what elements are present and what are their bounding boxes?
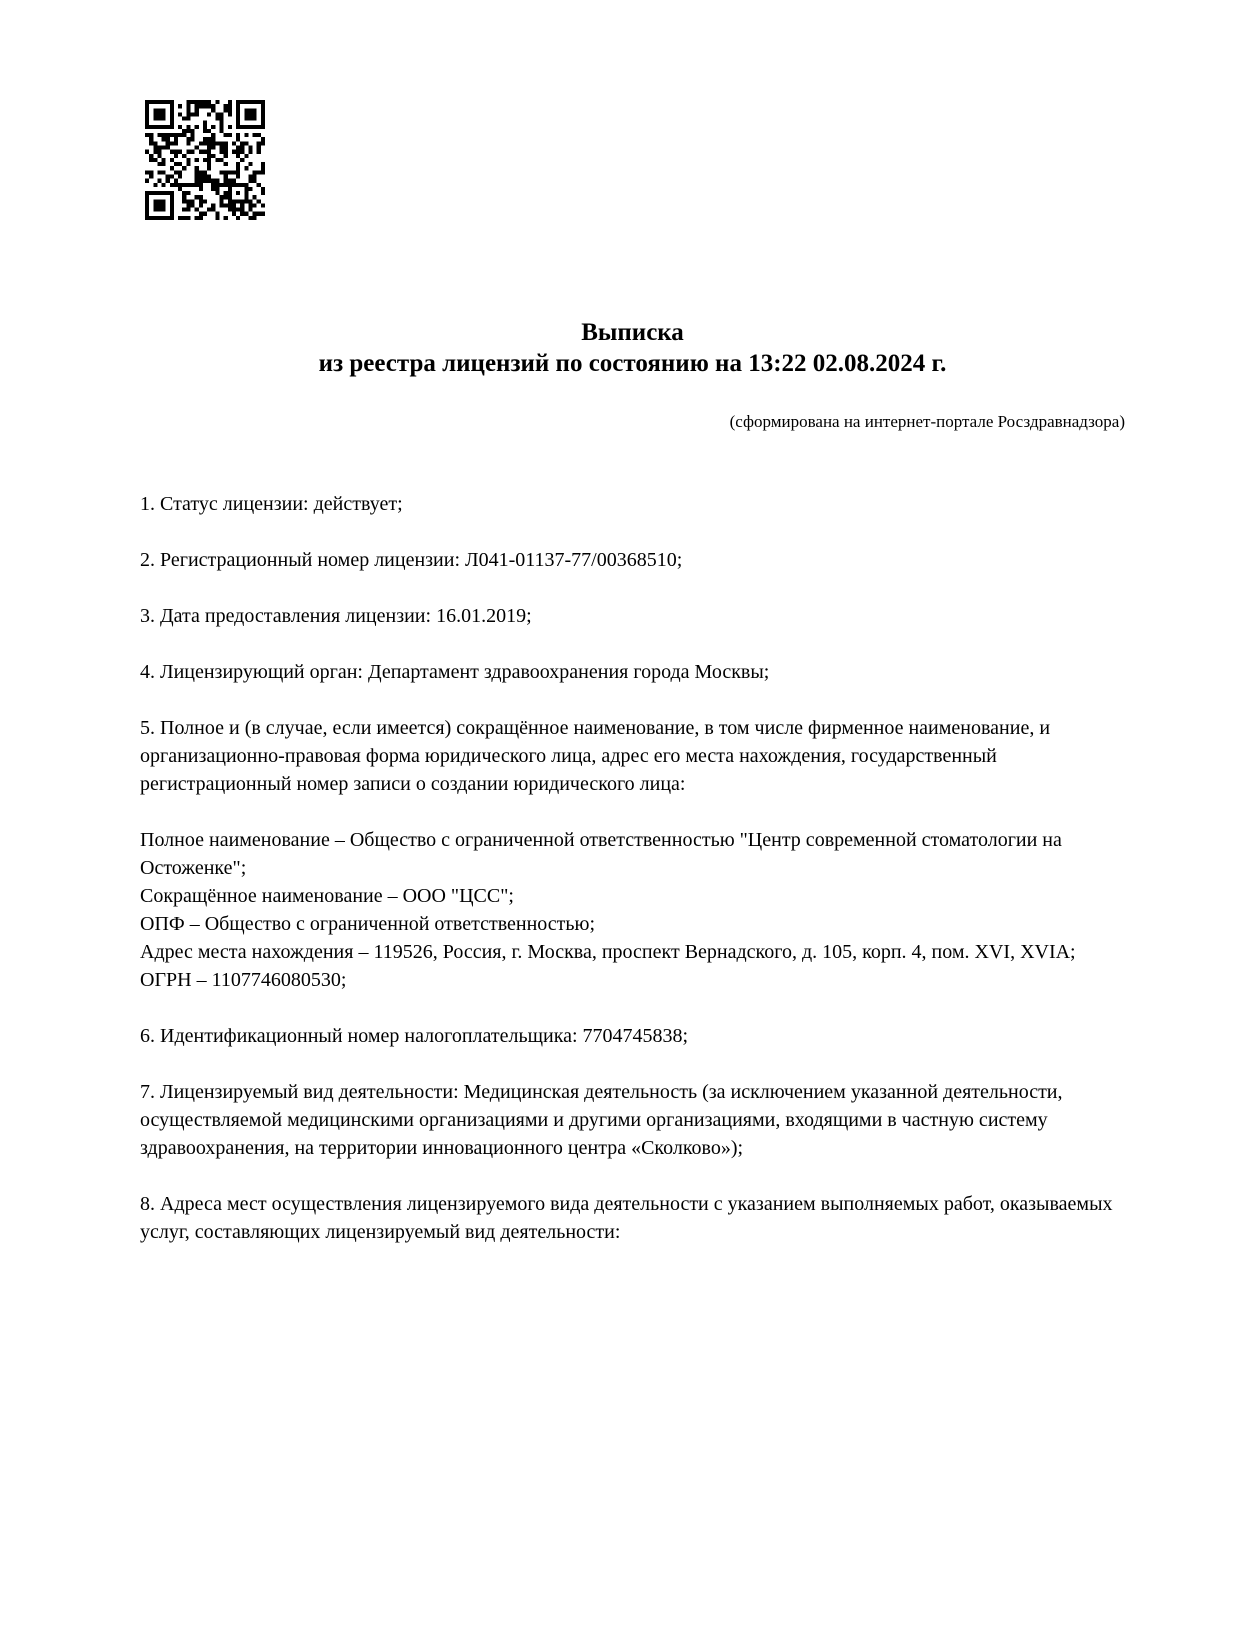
paragraph-line: Полное наименование – Общество с ограниченной ответственностью "Центр современной стоматологии на Остоженке"; <box>140 829 1062 879</box>
document-body <box>140 490 1125 1274</box>
paragraph-line: 7. Лицензируемый вид деятельности: Медицинская деятельность (за исключением указанной деятельности, осуществляемой медицинскими организациями и другими организациями, входящими в частную систему здравоохранения, на территории инновационного центра «Сколково»); <box>140 1081 1063 1159</box>
paragraph <box>140 1078 1125 1162</box>
paragraph-line: 3. Дата предоставления лицензии: 16.01.2019; <box>140 605 532 627</box>
paragraph-line: Сокращённое наименование – ООО "ЦСС"; <box>140 885 514 907</box>
qr-code-svg <box>145 100 265 220</box>
paragraph <box>140 546 1125 574</box>
document-title-line2: из реестра лицензий по состоянию на 13:22 02.08.2024 г. <box>318 350 947 377</box>
paragraph-line: 4. Лицензирующий орган: Департамент здравоохранения города Москвы; <box>140 661 770 683</box>
qr-code-icon <box>145 100 265 220</box>
paragraph <box>140 490 1125 518</box>
paragraph-line: 1. Статус лицензии: действует; <box>140 493 403 515</box>
paragraph-line: 2. Регистрационный номер лицензии: Л041-01137-77/00368510; <box>140 549 683 571</box>
document-title-line1: Выписка <box>581 319 684 346</box>
paragraph <box>140 1022 1125 1050</box>
paragraph-line: 5. Полное и (в случае, если имеется) сокращённое наименование, в том числе фирменное наименование, и организационно-правовая форма юридического лица, адрес его места нахождения, государственный регистрационный номер записи о создании юридического лица: <box>140 717 1051 795</box>
paragraph <box>140 658 1125 686</box>
paragraph <box>140 714 1125 798</box>
paragraph-line: 8. Адреса мест осуществления лицензируемого вида деятельности с указанием выполняемых работ, оказываемых услуг, составляющих лицензируемый вид деятельности: <box>140 1193 1113 1243</box>
paragraph <box>140 826 1125 994</box>
paragraph-line: ОПФ – Общество с ограниченной ответственностью; <box>140 913 596 935</box>
paragraph-line: 6. Идентификационный номер налогоплательщика: 7704745838; <box>140 1025 689 1047</box>
paragraph <box>140 1190 1125 1246</box>
paragraph-line: Адрес места нахождения – 119526, Россия, г. Москва, проспект Вернадского, д. 105, корп. 4, пом. XVI, XVIA; <box>140 941 1076 963</box>
document-title <box>140 317 1125 379</box>
paragraph-line: ОГРН – 1107746080530; <box>140 969 347 991</box>
document-subtitle: (сформирована на интернет-портале Росздравнадзора) <box>729 412 1125 431</box>
paragraph <box>140 602 1125 630</box>
